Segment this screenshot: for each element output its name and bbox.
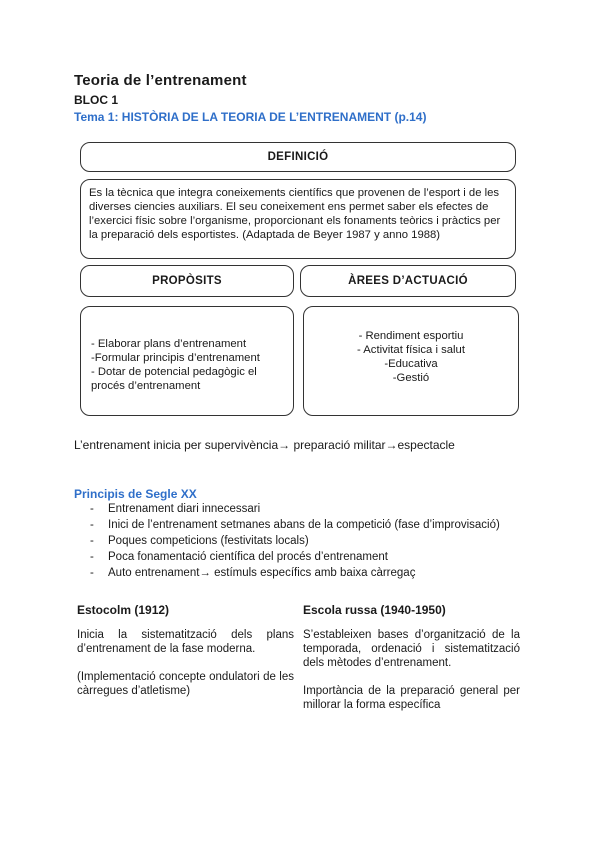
area-item: - Activitat física i salut bbox=[357, 344, 465, 356]
proposit-item: - Elaborar plans d’entrenament bbox=[91, 338, 247, 350]
estocolm-heading: Estocolm (1912) bbox=[77, 603, 170, 617]
area-item: -Educativa bbox=[384, 358, 438, 370]
definicio-header bbox=[80, 142, 516, 172]
evolucio-text: L’entrenament inicia per supervivència→ preparació militar→espectacle bbox=[74, 438, 455, 452]
proposit-item: - Dotar de potencial pedagògic el procés d’entrenament bbox=[91, 366, 257, 392]
escola-russa-paragraph: S’estableixen bases d’organització de la temporada, ordenació i sistematització dels mètodes d’entrenament. bbox=[303, 629, 520, 669]
list-item: - Poques competicions (festivitats locals) bbox=[88, 533, 500, 549]
proposits-header bbox=[80, 265, 294, 297]
area-item: - Rendiment esportiu bbox=[358, 330, 464, 342]
escola-russa-heading: Escola russa (1940-1950) bbox=[303, 603, 446, 617]
list-item: - Poca fonamentació científica del procés d’entrenament bbox=[88, 549, 500, 565]
page-title: Teoria de l’entrenament bbox=[74, 72, 247, 89]
definicio-heading: DEFINICIÓ bbox=[267, 151, 329, 163]
tema-heading: Tema 1: HISTÒRIA DE LA TEORIA DE L’ENTRENAMENT (p.14) bbox=[74, 110, 427, 124]
area-item: -Gestió bbox=[392, 372, 430, 384]
definicio-box bbox=[80, 179, 516, 259]
arees-header bbox=[300, 265, 516, 297]
list-item: - Entrenament diari innecessari bbox=[88, 501, 500, 517]
bloc-label: BLOC 1 bbox=[74, 93, 119, 107]
list-item: - Auto entrenament→ estímuls específics amb baixa càrregaç bbox=[88, 565, 500, 581]
arees-heading: ÀREES D’ACTUACIÓ bbox=[348, 275, 468, 287]
list-item: - Inici de l’entrenament setmanes abans de la competició (fase d’improvisació) bbox=[88, 517, 500, 533]
estocolm-paragraph: (Implementació concepte ondulatori de les càrregues d’atletisme) bbox=[77, 671, 294, 697]
principis-list bbox=[88, 501, 500, 581]
escola-russa-paragraph: Importància de la preparació general per millorar la forma específica bbox=[303, 685, 520, 711]
proposits-heading: PROPÒSITS bbox=[152, 275, 222, 287]
definicio-text: Es la tècnica que integra coneixements científics que provenen de l’esport i de les diverses ciencies auxiliars. El seu coneixement ens permet saber els efectes de l’exercici físic sobre l’organisme, proporcionant els fonaments teòrics i pràctics per la preparació dels esportistes. (Adaptada de Beyer 1987 y anno 1988) bbox=[89, 187, 501, 241]
arees-box bbox=[303, 306, 519, 416]
principis-heading: Principis de Segle XX bbox=[74, 487, 197, 501]
estocolm-paragraph: Inicia la sistematització dels plans d’entrenament de la fase moderna. bbox=[77, 629, 294, 655]
proposits-box bbox=[80, 306, 294, 416]
proposit-item: -Formular principis d’entrenament bbox=[91, 352, 260, 364]
